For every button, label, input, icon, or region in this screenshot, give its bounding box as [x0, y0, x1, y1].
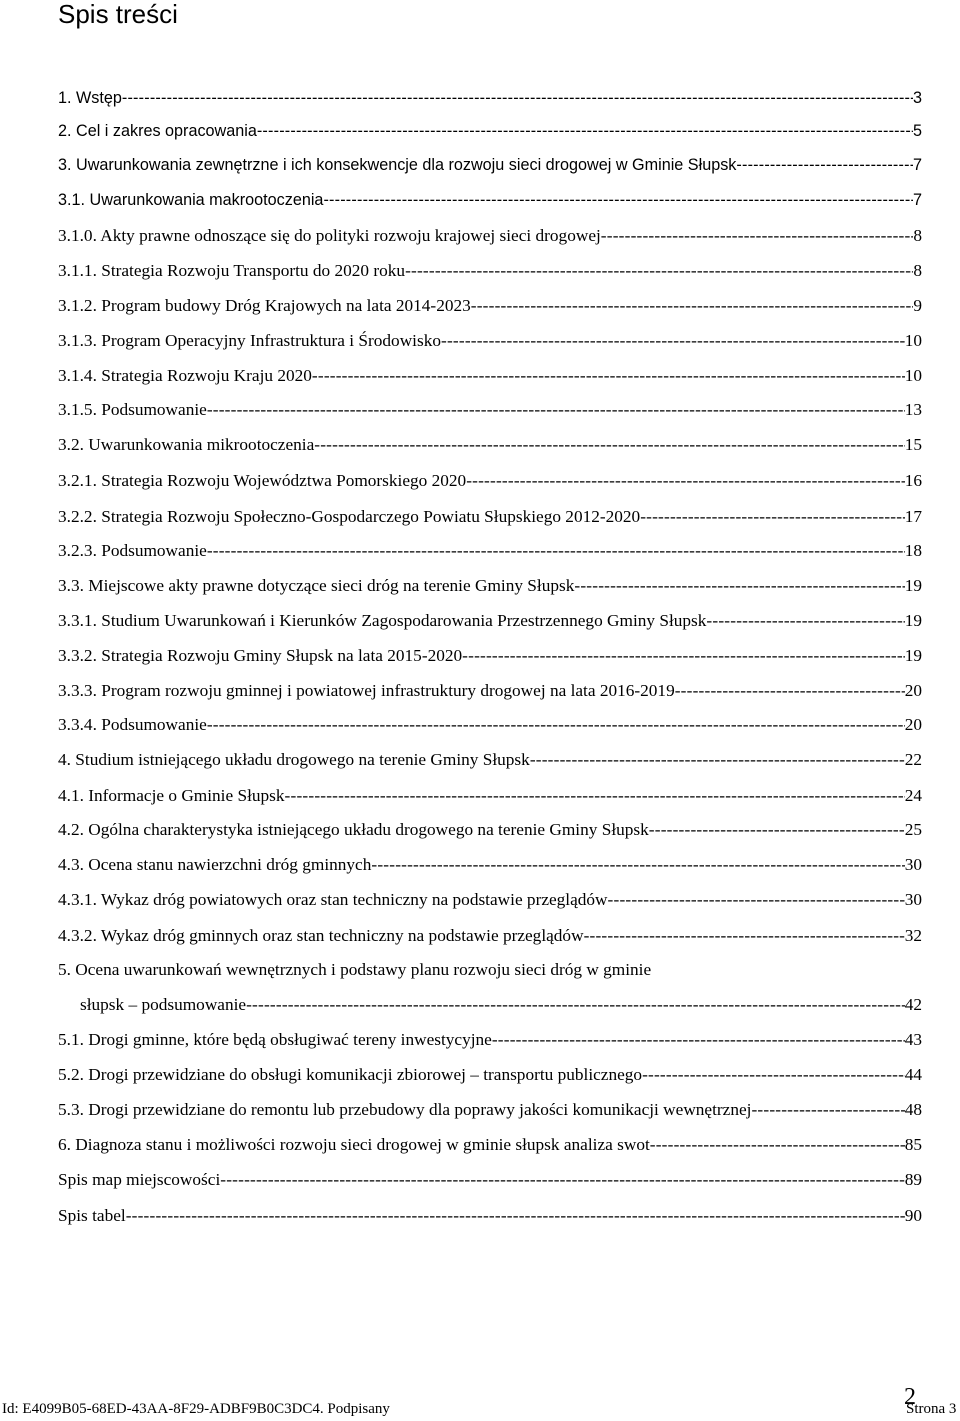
toc-leader: [466, 467, 905, 495]
toc-entry-page: 19: [904, 576, 922, 595]
toc-entry-page: 44: [904, 1065, 922, 1084]
toc-entry[interactable]: [58, 642, 922, 670]
toc-entry-title: 4.3.1. Wykaz dróg powiatowych oraz stan techniczny na podstawie przeglądów: [58, 890, 608, 909]
toc-leader: [471, 292, 914, 320]
toc-leader: [650, 1131, 905, 1159]
toc-entry-page: 7: [912, 156, 922, 174]
toc-entry[interactable]: [58, 186, 922, 214]
toc-leader: [574, 572, 904, 600]
toc-entry-page: 24: [904, 786, 922, 805]
toc-entry[interactable]: [58, 851, 922, 879]
page-title: Spis treści: [58, 0, 178, 29]
toc-entry-page: 48: [904, 1100, 922, 1119]
toc-entry[interactable]: [58, 886, 922, 914]
toc-entry-page: 18: [904, 541, 922, 560]
toc-entry-title: 3.2. Uwarunkowania mikrootoczenia: [58, 435, 315, 454]
toc-entry-page: 85: [904, 1135, 922, 1154]
page-label: Strona 3: [906, 1401, 957, 1417]
toc-entry-title: 3.2.3. Podsumowanie: [58, 541, 207, 560]
toc-entry[interactable]: [58, 711, 922, 739]
toc-leader: [530, 746, 905, 774]
toc-entry-page: 42: [904, 995, 922, 1014]
toc-entry[interactable]: [58, 816, 922, 844]
toc-entry-page: 90: [904, 1206, 922, 1225]
toc-leader: [207, 396, 905, 424]
toc-entry-title: 3.1.0. Akty prawne odnoszące się do polityki rozwoju krajowej sieci drogowej: [58, 226, 601, 245]
toc-entry-page: 16: [904, 471, 922, 490]
toc-entry-title: 5. Ocena uwarunkowań wewnętrznych i podstawy planu rozwoju sieci dróg w gminie: [58, 960, 652, 979]
toc-entry-page: 5: [912, 122, 922, 140]
toc-entry-title: [58, 991, 246, 1019]
toc-entry-page: 19: [904, 611, 922, 630]
toc-leader: [220, 1166, 904, 1194]
toc-entry-page: 30: [904, 855, 922, 874]
toc-entry-title: 3.3. Miejscowe akty prawne dotyczące sieci dróg na terenie Gminy Słupsk: [58, 576, 575, 595]
toc-entry-page: 10: [904, 366, 922, 385]
toc-leader: [246, 991, 905, 1019]
toc-entry[interactable]: [58, 572, 922, 600]
toc-leader: [314, 431, 904, 459]
toc-entry-page: 13: [904, 400, 922, 419]
toc-leader: [736, 151, 913, 179]
toc-entry-title: 3.1.4. Strategia Rozwoju Kraju 2020: [58, 366, 312, 385]
toc-entry-title: 6. Diagnoza stanu i możliwości rozwoju sieci drogowej w gminie słupsk analiza swot: [58, 1135, 650, 1154]
toc-leader: [584, 922, 905, 950]
toc-entry-title: 3.1.3. Program Operacyjny Infrastruktura i Środowisko: [58, 331, 441, 350]
toc-entry-title: 3. Uwarunkowania zewnętrzne i ich konsekwencje dla rozwoju sieci drogowej w Gminie Słupsk: [58, 156, 737, 174]
toc-entry-title: 3.2.2. Strategia Rozwoju Społeczno-Gospodarczego Powiatu Słupskiego 2012-2020: [58, 507, 641, 526]
toc-leader: [371, 851, 904, 879]
toc-entry-page: 3: [912, 89, 922, 107]
toc-entry-page: 8: [913, 226, 922, 245]
document-id: Id: E4099B05-68ED-43AA-8F29-ADBF9B0C3DC4. Podpisany: [2, 1401, 390, 1417]
toc-leader: [492, 1026, 905, 1054]
toc-entry-title: 1. Wstęp: [58, 89, 122, 107]
toc-entry-page: 10: [904, 331, 922, 350]
toc-entry-title: 3.1.5. Podsumowanie: [58, 400, 207, 419]
toc-entry[interactable]: [58, 922, 922, 950]
toc-leader: [126, 1202, 905, 1230]
toc-entry[interactable]: [58, 431, 922, 459]
toc-leader: [642, 1061, 905, 1089]
toc-entry[interactable]: [58, 117, 922, 145]
toc-entry-title: 3.3.4. Podsumowanie: [58, 715, 207, 734]
toc-leader: [608, 886, 905, 914]
toc-entry-page: 22: [904, 750, 922, 769]
toc-entry-title: 4. Studium istniejącego układu drogowego na terenie Gminy Słupsk: [58, 750, 530, 769]
toc-entry[interactable]: [58, 396, 922, 424]
toc-entry-title: 5.2. Drogi przewidziane do obsługi komunikacji zbiorowej – transportu publicznego: [58, 1065, 643, 1084]
toc-entry-page: 20: [904, 715, 922, 734]
toc-leader: [285, 782, 905, 810]
toc-entry-page: 15: [904, 435, 922, 454]
toc-entry[interactable]: [58, 677, 922, 705]
toc-entry-title: 3.1. Uwarunkowania makrootoczenia: [58, 191, 324, 209]
toc-entry[interactable]: [58, 537, 922, 565]
toc-leader: [640, 503, 905, 531]
toc-entry[interactable]: [58, 607, 922, 635]
toc-entry-title: 4.3.2. Wykaz dróg gminnych oraz stan techniczny na podstawie przeglądów: [58, 926, 584, 945]
toc-entry-title-continued: słupsk – podsumowanie: [80, 995, 247, 1014]
toc-entry-title: 4.2. Ogólna charakterystyka istniejącego układu drogowego na terenie Gminy Słupsk: [58, 820, 649, 839]
toc-leader: [441, 327, 905, 355]
toc-entry-title: 3.1.2. Program budowy Dróg Krajowych na lata 2014-2023: [58, 296, 471, 315]
toc-entry[interactable]: [58, 467, 922, 495]
toc-entry-title: Spis tabel: [58, 1206, 126, 1225]
toc-leader: [751, 1096, 904, 1124]
toc-entry[interactable]: [58, 222, 922, 250]
toc-entry-page: 25: [904, 820, 922, 839]
toc-leader: [207, 711, 905, 739]
toc-entry-page: 43: [904, 1030, 922, 1049]
toc-entry-title: Spis map miejscowości: [58, 1170, 221, 1189]
toc-entry[interactable]: [58, 503, 922, 531]
toc-entry[interactable]: [58, 991, 922, 1019]
toc-entry-page: 9: [913, 296, 922, 315]
toc-leader: [257, 117, 913, 145]
toc-leader: [207, 537, 905, 565]
page-number: 2: [904, 1384, 916, 1410]
toc-entry-title: 3.2.1. Strategia Rozwoju Województwa Pomorskiego 2020: [58, 471, 467, 490]
toc-entry-title: 3.1.1. Strategia Rozwoju Transportu do 2020 roku: [58, 261, 406, 280]
toc-entry-title: 4.1. Informacje o Gminie Słupsk: [58, 786, 285, 805]
toc-entry[interactable]: [58, 292, 922, 320]
toc-entry[interactable]: [58, 782, 922, 810]
toc-entry[interactable]: [58, 1202, 922, 1230]
toc-entry-page: 7: [912, 191, 922, 209]
toc-entry-page: 19: [904, 646, 922, 665]
toc-entry-page: 32: [904, 926, 922, 945]
toc-entry-title: 4.3. Ocena stanu nawierzchni dróg gminnych: [58, 855, 372, 874]
toc-entry[interactable]: [58, 257, 922, 285]
toc-entry-title: 3.3.2. Strategia Rozwoju Gminy Słupsk na lata 2015-2020: [58, 646, 463, 665]
toc-entry-title: 3.3.3. Program rozwoju gminnej i powiatowej infrastruktury drogowej na lata 2016-2019: [58, 681, 675, 700]
toc-entry-page: 20: [904, 681, 922, 700]
toc-leader: [462, 642, 905, 670]
toc-entry-page: 17: [904, 507, 922, 526]
toc-entry[interactable]: [58, 151, 922, 179]
toc-leader: [675, 677, 905, 705]
toc-entry-title: 3.3.1. Studium Uwarunkowań i Kierunków Zagospodarowania Przestrzennego Gminy Słupsk: [58, 611, 707, 630]
toc-entry-page: 89: [904, 1170, 922, 1189]
toc-entry-title: 2. Cel i zakres opracowania: [58, 122, 257, 140]
toc-entry[interactable]: [58, 746, 922, 774]
toc-entry[interactable]: [58, 1061, 922, 1089]
toc-entry-page: 8: [913, 261, 922, 280]
toc-entry[interactable]: [58, 362, 922, 390]
toc-entry[interactable]: [58, 1166, 922, 1194]
toc-entry[interactable]: [58, 1131, 922, 1159]
toc-leader: [706, 607, 904, 635]
toc-entry-title: 5.3. Drogi przewidziane do remontu lub przebudowy dla poprawy jakości komunikacji wewnętrznej: [58, 1100, 752, 1119]
toc-leader: [601, 222, 914, 250]
toc-entry[interactable]: [58, 84, 922, 112]
toc-entry[interactable]: [58, 327, 922, 355]
toc-leader: [312, 362, 905, 390]
toc-leader: [649, 816, 905, 844]
toc-entry-title: 5.1. Drogi gminne, które będą obsługiwać tereny inwestycyjne: [58, 1030, 492, 1049]
toc-entry[interactable]: [58, 956, 922, 984]
toc-leader: [405, 257, 913, 285]
toc-entry-page: 30: [904, 890, 922, 909]
toc-leader: [323, 186, 913, 214]
toc-entry[interactable]: [58, 1026, 922, 1054]
page-footer: [0, 1384, 960, 1421]
toc-leader: [122, 84, 913, 112]
toc-entry[interactable]: [58, 1096, 922, 1124]
